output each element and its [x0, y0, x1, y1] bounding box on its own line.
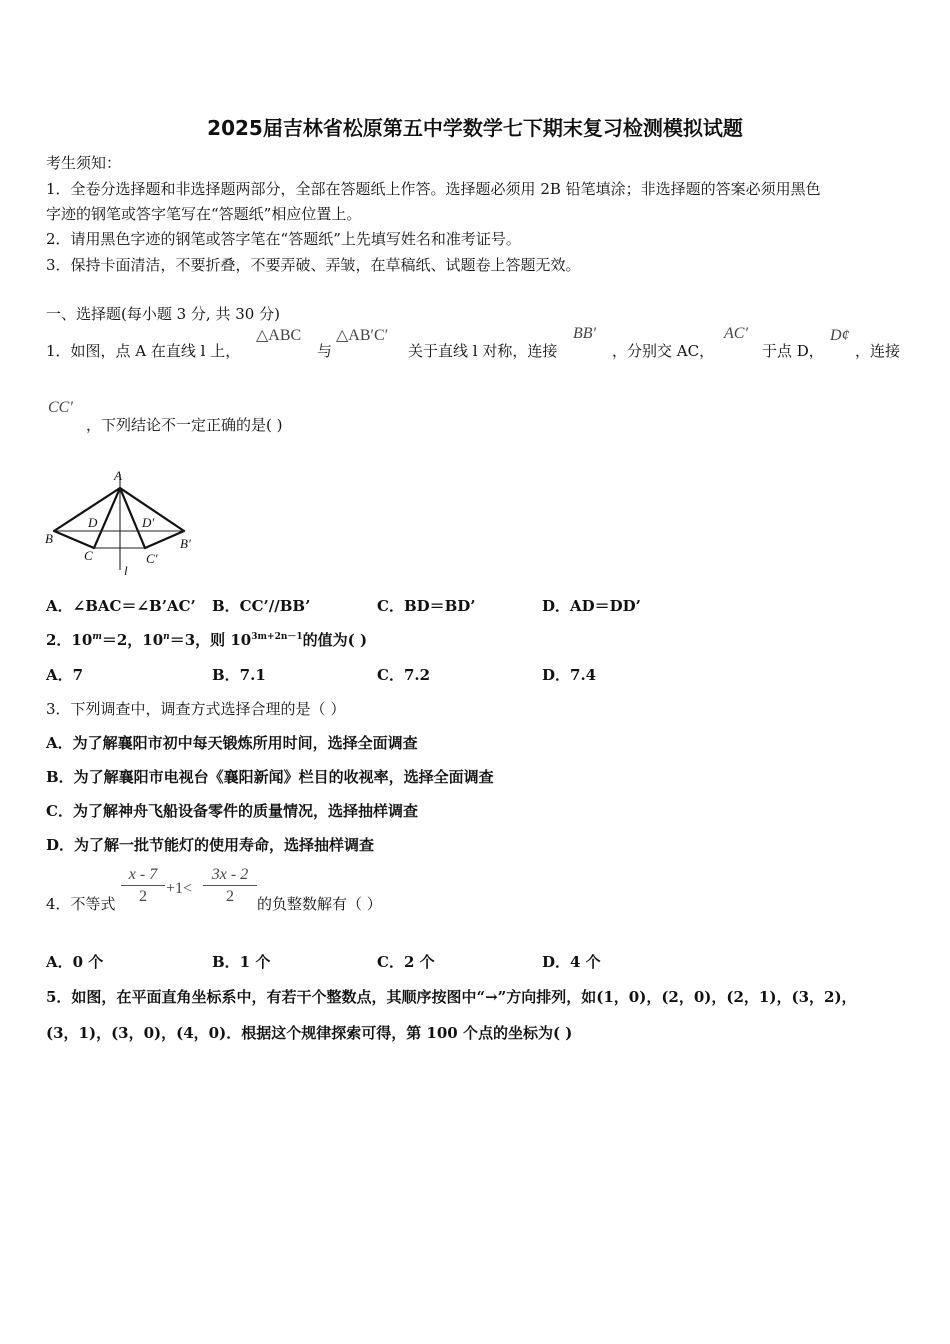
- page-title: 2025届吉林省松原第五中学数学七下期末复习检测模拟试题: [207, 116, 743, 140]
- segment-bc: [54, 531, 94, 548]
- q2-sup-m: m: [92, 632, 102, 642]
- notice-line-2: 2．请用黑色字迹的钢笔或答字笔在“答题纸”上先填写姓名和准考证号。: [46, 230, 521, 248]
- q4-denominator-2: 2: [226, 888, 234, 905]
- q2-option-b: B．7.1: [212, 666, 266, 684]
- q4-option-a: A．0 个: [46, 953, 104, 971]
- q4-option-c: C．2 个: [377, 953, 435, 971]
- q1-text-3: 关于直线 l 对称，连接: [408, 342, 558, 360]
- q1-math-ac: AC′: [724, 325, 748, 342]
- q1-text-6: ，连接: [855, 342, 901, 360]
- q4-fraction-1: [121, 866, 165, 906]
- q2-stem-part-d: 的值为( ): [302, 631, 368, 649]
- q1-text-1: 1．如图，点 A 在直线 l 上，: [46, 342, 241, 360]
- q1-math-bb: BB′: [573, 325, 597, 342]
- q1-text-7: ，下列结论不一定正确的是( ): [86, 416, 283, 434]
- q2-sup-exponent: 3m+2n－1: [251, 632, 303, 642]
- q5-line-1: 5．如图，在平面直角坐标系中，有若干个整数点，其顺序按图中“→”方向排列，如(1，0)，(2，0)，(2，1)，(3，2)，: [46, 988, 857, 1006]
- label-b-prime: B′: [180, 536, 191, 551]
- label-l: l: [124, 563, 128, 578]
- q4-numerator-1: x - 7: [121, 866, 165, 886]
- q3-option-a: A．为了解襄阳市初中每天锻炼所用时间，选择全面调查: [46, 734, 418, 752]
- q2-stem: [46, 629, 367, 650]
- q1-text-2: 与: [317, 342, 333, 360]
- label-c-prime: C′: [146, 551, 158, 566]
- q1-math-cc: CC′: [48, 399, 73, 416]
- q1-math-abc: △ABC: [256, 327, 302, 344]
- segment-b-prime-c-prime: [145, 531, 184, 548]
- q4-numerator-2: 3x - 2: [203, 866, 257, 886]
- q2-stem-part-a: 2．10: [46, 631, 93, 649]
- notice-line-1b: 字迹的钢笔或答字笔写在“答题纸”相应位置上。: [46, 205, 362, 223]
- q4-text-post: 的负整数解有（ ）: [257, 895, 382, 913]
- q1-math-abc-prime: △AB′C′: [336, 327, 389, 344]
- section-heading: 一、选择题(每小题 3 分, 共 30 分): [46, 305, 280, 323]
- label-d-prime: D′: [142, 515, 155, 530]
- q1-text-5: 于点 D，: [762, 342, 824, 360]
- q4-option-d: D．4 个: [542, 953, 601, 971]
- label-d: D: [88, 515, 98, 530]
- q2-sup-n: n: [163, 632, 170, 642]
- q5-line-2: (3，1)，(3，0)，(4，0)．根据这个规律探索可得，第 100 个点的坐标为( ): [46, 1024, 573, 1042]
- notice-line-3: 3．保持卡面清洁，不要折叠，不要弄破、弄皱，在草稿纸、试题卷上答题无效。: [46, 256, 581, 274]
- q2-stem-part-c: ＝3，则 10: [169, 631, 252, 649]
- q3-stem: 3．下列调查中，调查方式选择合理的是（ ）: [46, 700, 346, 718]
- q1-option-d: D．AD＝DD’: [542, 597, 641, 615]
- q2-option-a: A．7: [46, 666, 84, 684]
- q4-denominator-1: 2: [139, 888, 147, 905]
- q1-option-c: C．BD＝BD’: [377, 597, 476, 615]
- q3-option-b: B．为了解襄阳市电视台《襄阳新闻》栏目的收视率，选择全面调查: [46, 768, 494, 786]
- q2-option-c: C．7.2: [377, 666, 431, 684]
- label-c: C: [84, 548, 93, 563]
- q4-text-pre: 4．不等式: [46, 895, 116, 913]
- q1-option-a: A．∠BAC＝∠B’AC’: [46, 597, 196, 615]
- q1-figure: [44, 464, 204, 580]
- q3-option-c: C．为了解神舟飞船设备零件的质量情况，选择抽样调查: [46, 802, 418, 820]
- notice-line-1a: 1．全卷分选择题和非选择题两部分，全部在答题纸上作答。选择题必须用 2B 铅笔填涂；非选择题的答案必须用黑色: [46, 180, 821, 198]
- q4-fraction-2: [203, 866, 257, 906]
- q3-option-d: D．为了解一批节能灯的使用寿命，选择抽样调查: [46, 836, 375, 854]
- q2-stem-part-b: ＝2，10: [101, 631, 164, 649]
- q1-text-4: ，分别交 AC，: [612, 342, 715, 360]
- notice-heading: 考生须知：: [46, 154, 122, 172]
- label-b: B: [45, 531, 53, 546]
- q4-option-b: B．1 个: [212, 953, 271, 971]
- q2-option-d: D．7.4: [542, 666, 597, 684]
- label-a: A: [114, 468, 122, 483]
- q1-math-d: D¢: [830, 327, 850, 344]
- q4-text-mid: +1<: [166, 880, 193, 897]
- q1-option-b: B．CC’//BB’: [212, 597, 311, 615]
